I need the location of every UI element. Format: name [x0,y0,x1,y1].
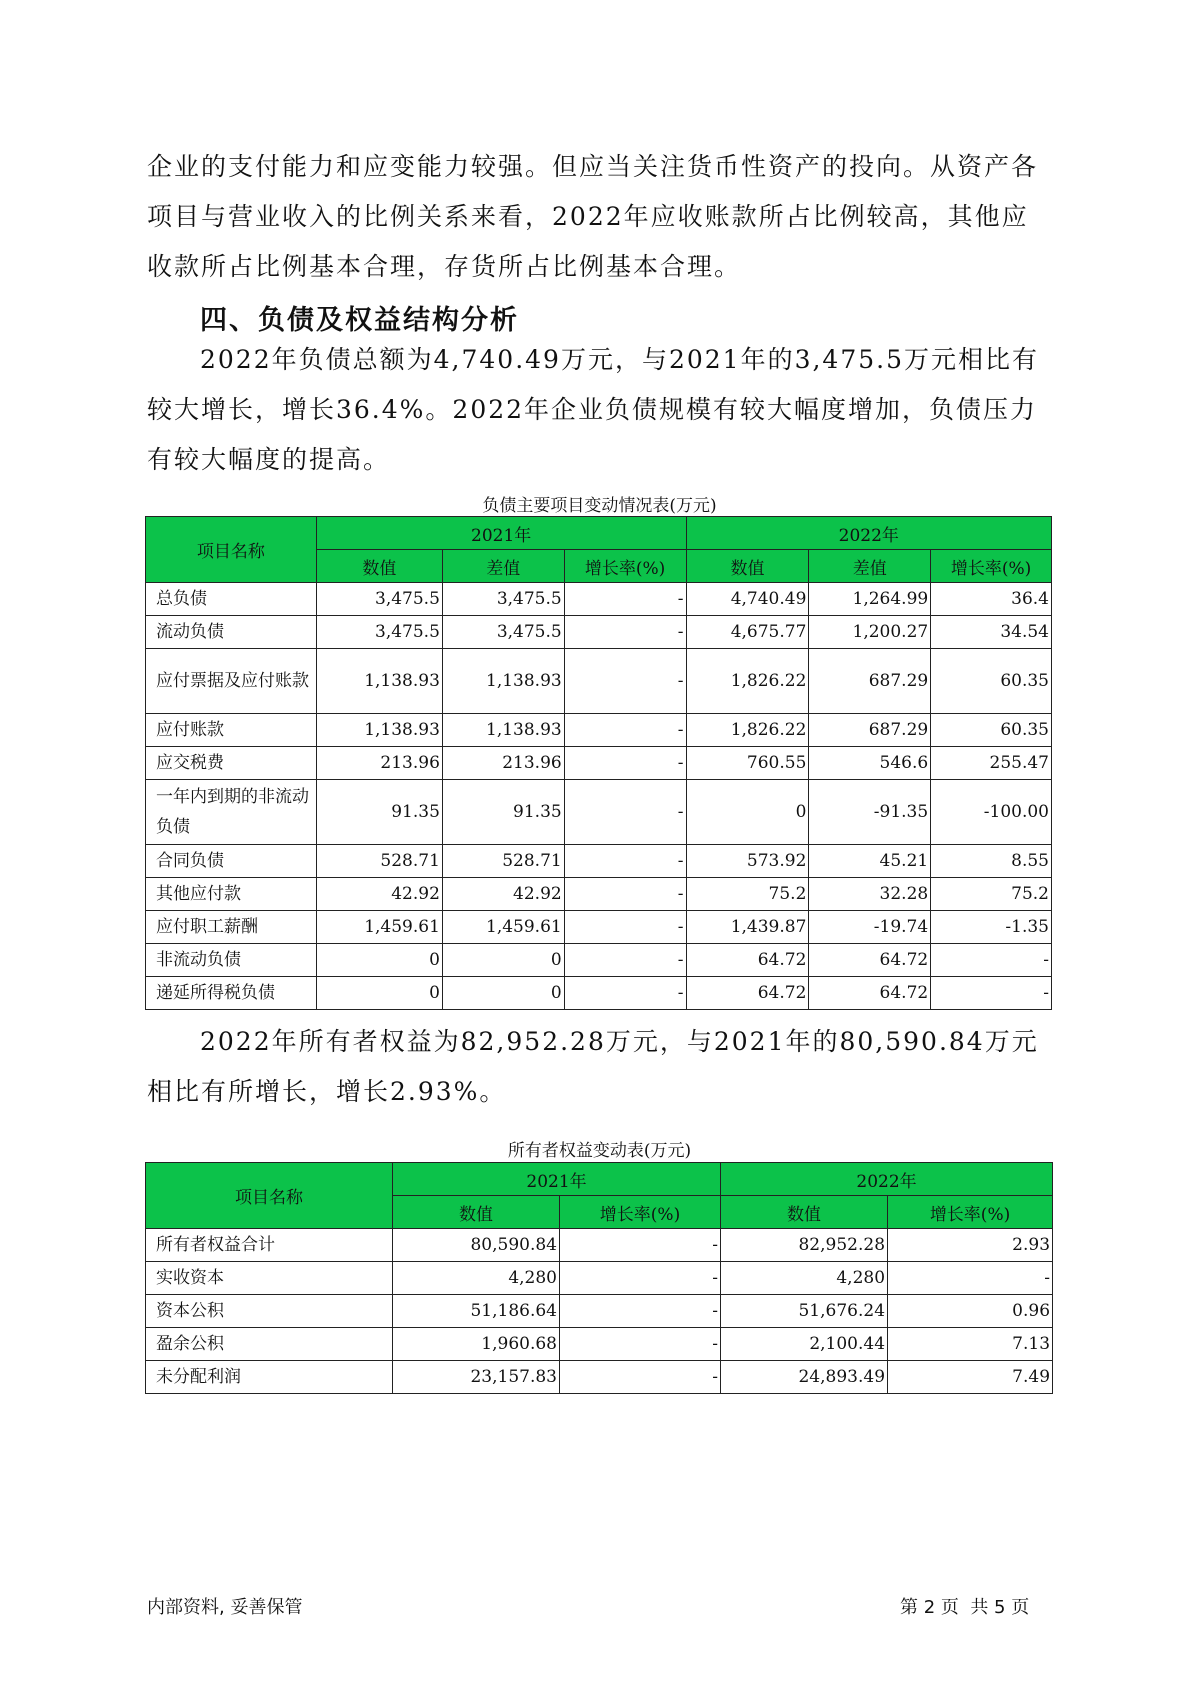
row-label: 总负债 [146,583,317,616]
cell-d22: 64.72 [809,944,931,977]
cell-v21: 91.35 [316,780,442,845]
cell-v22: 1,826.22 [686,714,809,747]
table-row [146,649,1052,714]
cell-v21: 1,138.93 [316,714,442,747]
cell-v21: 0 [316,944,442,977]
cell-r21: - [560,1262,721,1295]
cell-d21: 0 [442,944,564,977]
cell-v22: 82,952.28 [721,1229,888,1262]
row-label: 所有者权益合计 [146,1229,393,1262]
table-row [146,747,1052,780]
row-label: 资本公积 [146,1295,393,1328]
cell-r22: 8.55 [931,845,1052,878]
cell-r21: - [564,878,686,911]
cell-v21: 0 [316,977,442,1010]
cell-r22: 2.93 [888,1229,1053,1262]
cell-v21: 42.92 [316,878,442,911]
cell-r21: - [564,649,686,714]
cell-r22: 60.35 [931,714,1052,747]
cell-d21: 3,475.5 [442,583,564,616]
row-label: 其他应付款 [146,878,317,911]
cell-r21: - [564,944,686,977]
cell-v21: 1,459.61 [316,911,442,944]
cell-v21: 23,157.83 [393,1361,560,1394]
cell-r22: - [931,977,1052,1010]
table-row [146,1328,1053,1361]
cell-r21: - [564,845,686,878]
cell-r21: - [564,911,686,944]
row-label: 流动负债 [146,616,317,649]
cell-r21: - [560,1295,721,1328]
table-row [146,1295,1053,1328]
cell-d21: 0 [442,977,564,1010]
header-year-2022: 2022年 [721,1163,1053,1196]
paragraph-equity: 2022年所有者权益为82,952.28万元，与2021年的80,590.84万元相比有所增长，增长2.93%。 [147,1027,1039,1106]
table-row [146,911,1052,944]
cell-r21: - [564,747,686,780]
header-value: 数值 [316,550,442,583]
cell-d22: 32.28 [809,878,931,911]
cell-r21: - [560,1361,721,1394]
cell-r22: 255.47 [931,747,1052,780]
header-value: 数值 [721,1196,888,1229]
cell-v21: 1,138.93 [316,649,442,714]
cell-v22: 64.72 [686,977,809,1010]
row-label: 递延所得税负债 [146,977,317,1010]
table-row [146,1262,1053,1295]
header-year-2021: 2021年 [393,1163,721,1196]
table-row [146,1361,1053,1394]
cell-v21: 213.96 [316,747,442,780]
table-row [146,1229,1053,1262]
cell-d22: 1,264.99 [809,583,931,616]
cell-d22: -19.74 [809,911,931,944]
header-rate: 增长率(%) [888,1196,1053,1229]
header-rate: 增长率(%) [560,1196,721,1229]
cell-v21: 51,186.64 [393,1295,560,1328]
table-row [146,616,1052,649]
cell-r21: - [560,1229,721,1262]
row-label: 一年内到期的非流动负债 [146,780,317,845]
cell-v21: 4,280 [393,1262,560,1295]
table-row [146,977,1052,1010]
cell-r22: 7.49 [888,1361,1053,1394]
cell-r22: -1.35 [931,911,1052,944]
cell-v22: 4,280 [721,1262,888,1295]
header-rate: 增长率(%) [564,550,686,583]
cell-v21: 3,475.5 [316,583,442,616]
row-label: 合同负债 [146,845,317,878]
cell-r22: 7.13 [888,1328,1053,1361]
cell-v22: 0 [686,780,809,845]
cell-d22: 1,200.27 [809,616,931,649]
row-label: 未分配利润 [146,1361,393,1394]
section-heading: 四、负债及权益结构分析 [200,305,519,336]
cell-v22: 75.2 [686,878,809,911]
cell-v22: 1,439.87 [686,911,809,944]
table2-caption: 所有者权益变动表(万元) [507,1141,692,1161]
table-row [146,944,1052,977]
header-diff: 差值 [442,550,564,583]
cell-r22: 36.4 [931,583,1052,616]
row-label: 应交税费 [146,747,317,780]
cell-r22: - [931,944,1052,977]
cell-v22: 24,893.49 [721,1361,888,1394]
cell-v22: 573.92 [686,845,809,878]
table-row [146,878,1052,911]
cell-v21: 528.71 [316,845,442,878]
header-rate: 增长率(%) [931,550,1052,583]
cell-d21: 91.35 [442,780,564,845]
cell-v22: 51,676.24 [721,1295,888,1328]
cell-d22: -91.35 [809,780,931,845]
header-diff: 差值 [809,550,931,583]
cell-d21: 3,475.5 [442,616,564,649]
cell-r22: 34.54 [931,616,1052,649]
row-label: 盈余公积 [146,1328,393,1361]
header-item-name: 项目名称 [146,1163,393,1229]
cell-d22: 45.21 [809,845,931,878]
table1-caption: 负债主要项目变动情况表(万元) [482,496,717,516]
cell-d21: 213.96 [442,747,564,780]
cell-v22: 2,100.44 [721,1328,888,1361]
cell-v22: 64.72 [686,944,809,977]
header-value: 数值 [393,1196,560,1229]
table-row [146,583,1052,616]
row-label: 应付账款 [146,714,317,747]
cell-v22: 4,675.77 [686,616,809,649]
header-item-name: 项目名称 [146,517,317,583]
cell-r22: 0.96 [888,1295,1053,1328]
liabilities-table [145,516,1052,1010]
cell-r22: 60.35 [931,649,1052,714]
cell-v22: 4,740.49 [686,583,809,616]
cell-r21: - [564,714,686,747]
row-label: 应付票据及应付账款 [146,649,317,714]
header-value: 数值 [686,550,809,583]
cell-r22: - [888,1262,1053,1295]
cell-r21: - [564,780,686,845]
equity-table [145,1162,1053,1394]
footer-page-number: 第 2 页 共 5 页 [900,1597,1030,1618]
paragraph-asset-ratio: 企业的支付能力和应变能力较强。但应当关注货币性资产的投向。从资产各项目与营业收入的比例关系来看，2022年应收账款所占比例较高，其他应收款所占比例基本合理，存货所占比例基本合理。 [147,152,1039,281]
cell-r22: -100.00 [931,780,1052,845]
cell-v21: 3,475.5 [316,616,442,649]
table-row [146,714,1052,747]
cell-d22: 546.6 [809,747,931,780]
cell-v22: 1,826.22 [686,649,809,714]
cell-d22: 687.29 [809,649,931,714]
cell-r22: 75.2 [931,878,1052,911]
cell-r21: - [560,1328,721,1361]
cell-r21: - [564,616,686,649]
cell-d21: 1,459.61 [442,911,564,944]
footer-confidential-note: 内部资料, 妥善保管 [147,1597,303,1618]
cell-v21: 1,960.68 [393,1328,560,1361]
table-row [146,845,1052,878]
row-label: 非流动负债 [146,944,317,977]
cell-d22: 64.72 [809,977,931,1010]
cell-d21: 1,138.93 [442,649,564,714]
header-year-2022: 2022年 [686,517,1051,550]
cell-v22: 760.55 [686,747,809,780]
cell-d21: 528.71 [442,845,564,878]
table-row [146,780,1052,845]
cell-v21: 80,590.84 [393,1229,560,1262]
paragraph-liabilities: 2022年负债总额为4,740.49万元，与2021年的3,475.5万元相比有较大增长，增长36.4%。2022年企业负债规模有较大幅度增加，负债压力有较大幅度的提高。 [147,345,1039,474]
cell-d22: 687.29 [809,714,931,747]
row-label: 应付职工薪酬 [146,911,317,944]
header-year-2021: 2021年 [316,517,686,550]
cell-r21: - [564,977,686,1010]
cell-d21: 42.92 [442,878,564,911]
cell-r21: - [564,583,686,616]
cell-d21: 1,138.93 [442,714,564,747]
row-label: 实收资本 [146,1262,393,1295]
